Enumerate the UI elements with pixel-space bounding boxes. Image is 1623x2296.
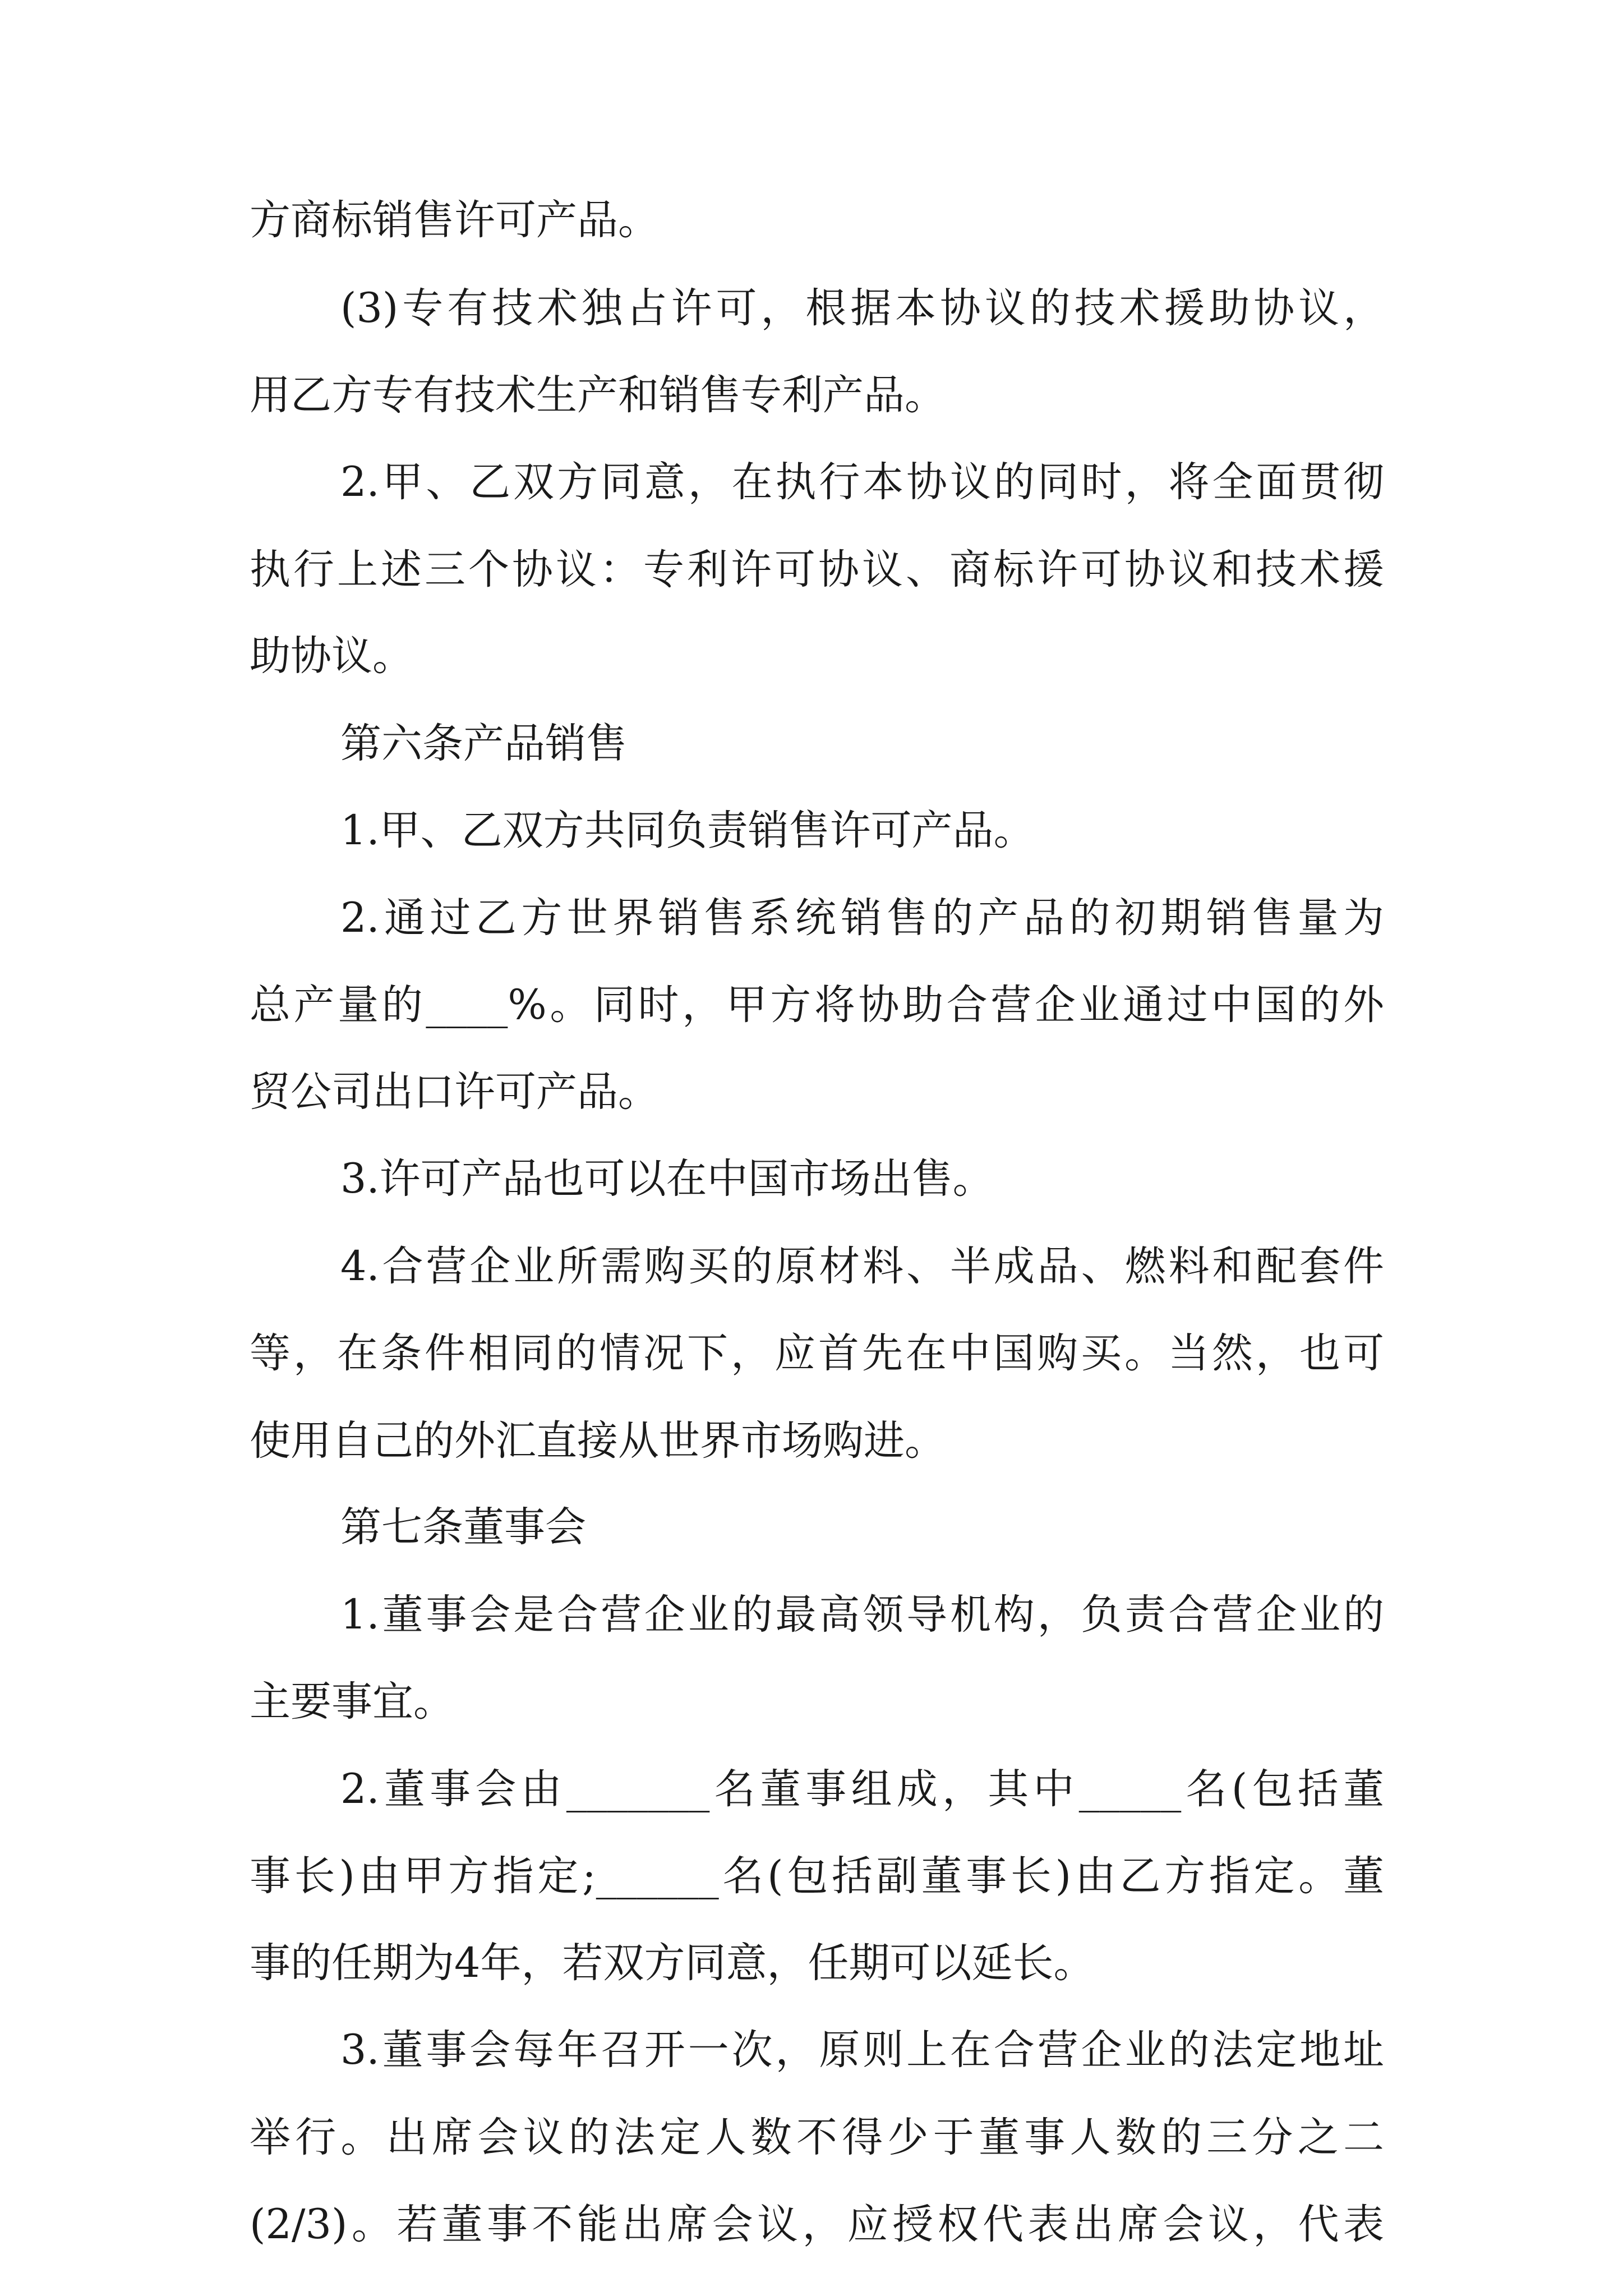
section-heading: 第六条产品销售 [340, 720, 627, 767]
text-line: 贸公司出口许可产品。 [250, 1068, 659, 1116]
text-line: 等，在条件相同的情况下，应首先在中国购买。当然，也可 [250, 1329, 1384, 1377]
text-line: 用乙方专有技术生产和销售专利产品。 [250, 371, 946, 419]
text-line: (3)专有技术独占许可，根据本协议的技术援助协议， [340, 284, 1384, 332]
text-line: 3.董事会每年召开一次，原则上在合营企业的法定地址 [340, 2026, 1384, 2074]
text-line: 总产量的____%。同时，甲方将协助合营企业通过中国的外 [250, 981, 1384, 1029]
text-line: 1.董事会是合营企业的最高领导机构，负责合营企业的 [340, 1591, 1384, 1639]
text-line: 事的任期为4年，若双方同意，任期可以延长。 [250, 1939, 1095, 1987]
text-line: 1.甲、乙双方共同负责销售许可产品。 [340, 807, 1035, 854]
text-line: 2.董事会由_______名董事组成，其中_____名(包括董 [340, 1765, 1384, 1813]
text-line: 3.许可产品也可以在中国市场出售。 [340, 1155, 994, 1203]
text-line: 主要事宜。 [250, 1678, 454, 1726]
text-line: 2.甲、乙双方同意，在执行本协议的同时，将全面贯彻 [340, 458, 1384, 506]
text-line: 执行上述三个协议：专利许可协议、商标许可协议和技术援 [250, 546, 1384, 593]
text-line: 事长)由甲方指定;______名(包括副董事长)由乙方指定。董 [250, 1852, 1384, 1900]
text-line: 助协议。 [250, 632, 413, 680]
text-line: 举行。出席会议的法定人数不得少于董事人数的三分之二 [250, 2114, 1384, 2161]
text-line: 方商标销售许可产品。 [250, 196, 659, 244]
section-heading: 第七条董事会 [340, 1503, 586, 1551]
text-line: 4.合营企业所需购买的原材料、半成品、燃料和配套件 [340, 1243, 1384, 1290]
text-line: 2.通过乙方世界销售系统销售的产品的初期销售量为 [340, 894, 1384, 942]
text-line: (2/3)。若董事不能出席会议，应授权代表出席会议，代表 [250, 2201, 1384, 2248]
text-line: 使用自己的外汇直接从世界市场购进。 [250, 1417, 946, 1465]
